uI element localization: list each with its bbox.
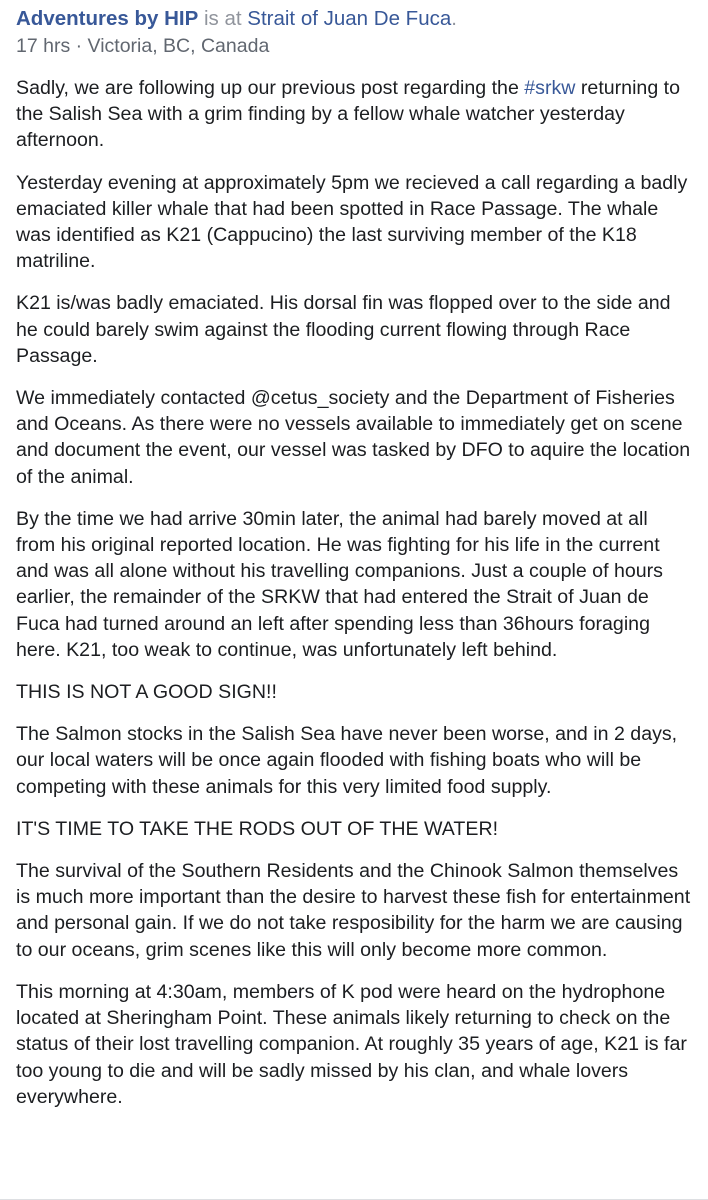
post-paragraph-8: IT'S TIME TO TAKE THE RODS OUT OF THE WATER!: [16, 817, 499, 840]
post-paragraph-6: THIS IS NOT A GOOD SIGN!!: [16, 681, 277, 704]
header-period: .: [451, 7, 457, 30]
post-header: [16, 4, 692, 33]
post-paragraph-9: The survival of the Southern Residents and the Chinook Salmon themselves is much more important than the desire to harvest these fish for entertainment and personal gain. If we do not take resposibility for the harm we are causing to our oceans, grim scenes like this will only become more common.: [16, 860, 691, 961]
post-paragraph-10: This morning at 4:30am, members of K pod were heard on the hydrophone located at Sheringham Point. These animals likely returning to check on the status of their lost travelling companion. At roughly 35 years of age, K21 is far too young to die and will be sadly missed by his clan, and whale lovers everywhere.: [16, 980, 687, 1108]
post-paragraph-7: The Salmon stocks in the Salish Sea have never been worse, and in 2 days, our local waters will be once again flooded with fishing boats who will be competing with these animals for this very limited food supply.: [16, 723, 678, 798]
p1-text-before: Sadly, we are following up our previous post regarding the: [16, 77, 525, 99]
post-meta: [16, 33, 692, 60]
meta-separator: ·: [70, 35, 88, 57]
post-paragraph-2: Yesterday evening at approximately 5pm we recieved a call regarding a badly emaciated killer whale that had been spotted in Race Passage. The whale was identified as K21 (Cappucino) the last surviving member of the K18 matriline.: [16, 171, 688, 273]
post-body: [16, 75, 692, 1110]
is-at-text: is at: [198, 7, 248, 30]
post-paragraph-5: By the time we had arrive 30min later, the animal had barely moved at all from his original reported location. He was fighting for his life in the current and was all alone without his travelling companions. Just a couple of hours earlier, the remainder of the SRKW that had entered the Strait of Juan de Fuca had turned around an left after spending less than 36hours foraging here. K21, too weak to continue, was unfortunately left behind.: [16, 507, 663, 661]
post-paragraph-1: [16, 75, 692, 154]
hashtag-srkw-link[interactable]: #srkw: [524, 77, 576, 99]
place-link[interactable]: Strait of Juan De Fuca: [247, 7, 452, 30]
post-location: Victoria, BC, Canada: [87, 35, 270, 57]
author-name-link[interactable]: Adventures by HIP: [16, 7, 199, 30]
post-paragraph-3: K21 is/was badly emaciated. His dorsal fin was flopped over to the side and he could barely swim against the flooding current flowing through Race Passage.: [16, 292, 671, 367]
post-timestamp-link[interactable]: 17 hrs: [16, 35, 71, 57]
p1-text-after: returning to the Salish Sea with a grim finding by a fellow whale watcher yesterday afternoon.: [16, 77, 681, 152]
post-paragraph-4: We immediately contacted @cetus_society and the Department of Fisheries and Oceans. As there were no vessels available to immediately get on scene and document the event, our vessel was tasked by DFO to aquire the location of the animal.: [16, 387, 691, 488]
